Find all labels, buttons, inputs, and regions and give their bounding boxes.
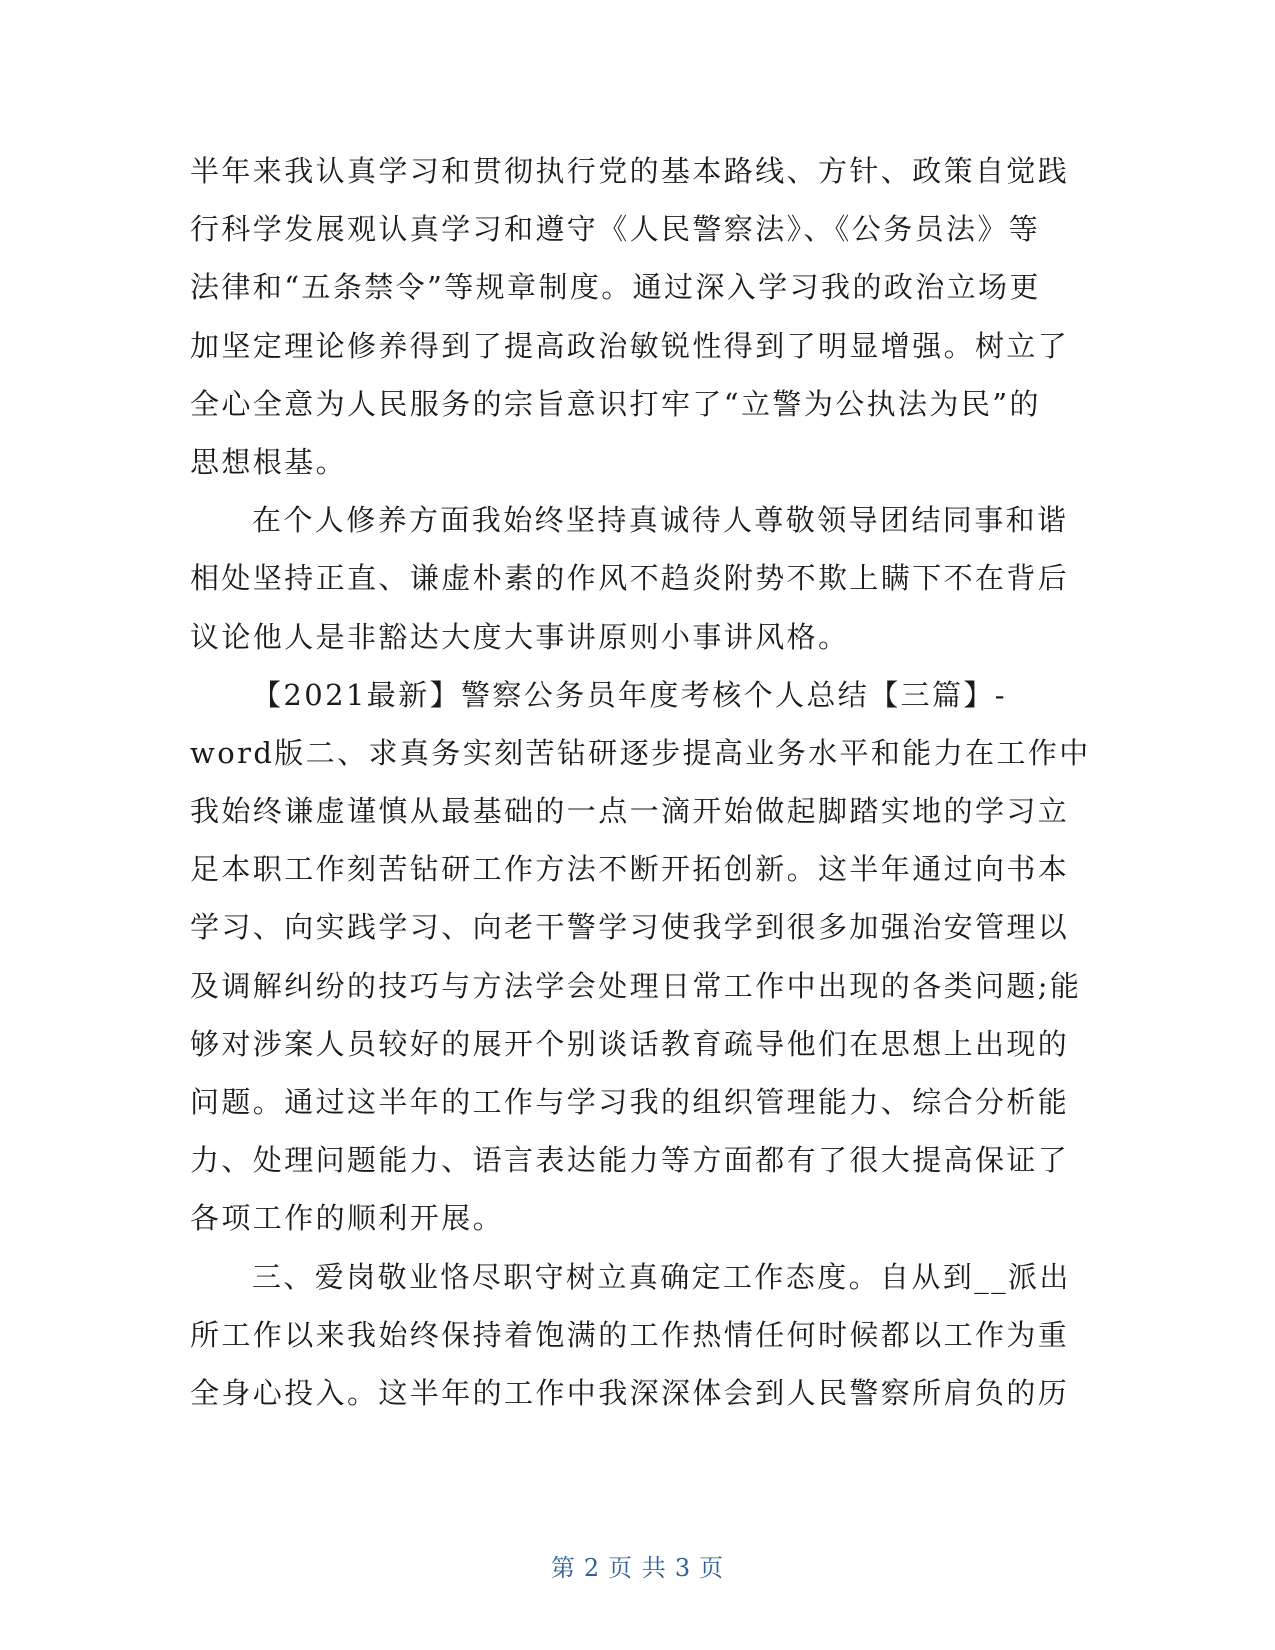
text-line: 半年来我认真学习和贯彻执行党的基本路线、方针、政策自觉践 <box>190 154 1070 188</box>
text-line: 在个人修养方面我始终坚持真诚待人尊敬领导团结同事和谐 <box>252 503 1069 538</box>
text-line: 我始终谦虚谨慎从最基础的一点一滴开始做起脚踏实地的学习立 <box>190 794 1070 829</box>
text-line: 够对涉案人员较好的展开个别谈话教育疏导他们在思想上出现的 <box>190 1026 1070 1061</box>
text-line: 行科学发展观认真学习和遵守《人民警察法》、《公务员法》等 <box>190 212 1041 247</box>
text-line: 思想根基。 <box>190 444 348 479</box>
text-line: 各项工作的顺利开展。 <box>190 1201 505 1236</box>
text-line: 相处坚持正直、谦虚朴素的作风不趋炎附势不欺上瞒下不在背后 <box>190 561 1070 596</box>
text-line: 学习、向实践学习、向老干警学习使我学到很多加强治安管理以 <box>190 910 1070 945</box>
document-body <box>190 142 1091 1422</box>
page-label-prefix: 第 <box>550 1554 576 1582</box>
text-line: 全身心投入。这半年的工作中我深深体会到人民警察所肩负的历 <box>190 1375 1070 1410</box>
page-label-middle: 页 共 <box>608 1554 667 1582</box>
text-line: 议论他人是非豁达大度大事讲原则小事讲风格。 <box>190 619 850 654</box>
text-line: 【2021最新】警察公务员年度考核个人总结【三篇】- <box>252 677 1008 712</box>
text-line: 及调解纠纷的技巧与方法学会处理日常工作中出现的各类问题;能 <box>190 968 1082 1003</box>
page-footer <box>0 1548 1275 1583</box>
text-line: 问题。通过这半年的工作与学习我的组织管理能力、综合分析能 <box>190 1085 1070 1119</box>
text-line: 所工作以来我始终保持着饱满的工作热情任何时候都以工作为重 <box>190 1317 1070 1352</box>
text-line: 法律和“五条禁令”等规章制度。通过深入学习我的政治立场更 <box>190 270 1041 305</box>
text-line: 三、爱岗敬业恪尽职守树立真确定工作态度。自从到__派出 <box>252 1259 1071 1294</box>
current-page-number: 2 <box>583 1554 601 1582</box>
text-line: 力、处理问题能力、语言表达能力等方面都有了很大提高保证了 <box>190 1143 1070 1178</box>
text-line: 加坚定理论修养得到了提高政治敏锐性得到了明显增强。树立了 <box>190 328 1070 363</box>
text-line: word版二、求真务实刻苦钻研逐步提高业务水平和能力在工作中 <box>190 735 1091 770</box>
page-label-suffix: 页 <box>699 1554 725 1582</box>
text-line: 足本职工作刻苦钻研工作方法不断开拓创新。这半年通过向书本 <box>190 852 1070 887</box>
text-line: 全心全意为人民服务的宗旨意识打牢了“立警为公执法为民”的 <box>190 386 1041 421</box>
total-page-count: 3 <box>674 1554 692 1582</box>
